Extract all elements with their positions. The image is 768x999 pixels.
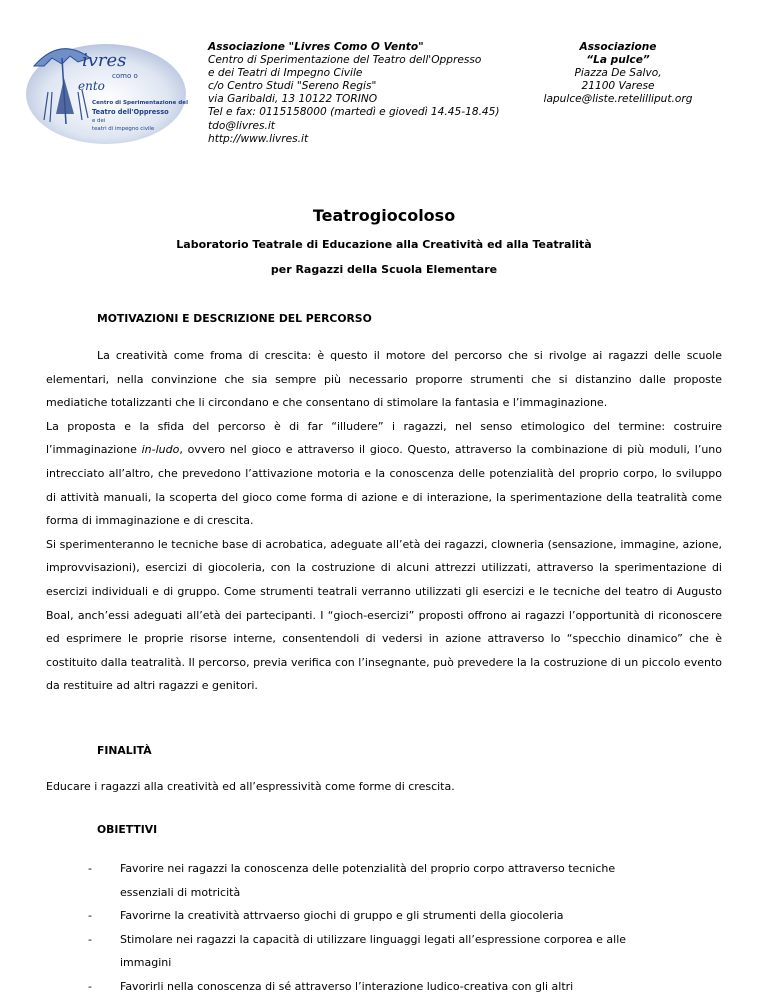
svg-text:ivres: ivres <box>82 50 127 71</box>
list-item: - Favorirne la creatività attrvaerso giochi di gruppo e gli strumenti della giocoleria <box>88 909 564 923</box>
header-left-address <box>208 41 528 146</box>
subtitle: per Ragazzi della Scuola Elementare <box>270 263 498 276</box>
section-heading: FINALITÀ <box>97 744 152 757</box>
document-title: Teatrogiocoloso <box>312 206 456 225</box>
svg-text:e dei: e dei <box>92 118 106 124</box>
section-heading: MOTIVAZIONI E DESCRIZIONE DEL PERCORSO <box>97 312 372 325</box>
text-run: , ovvero nel gioco e attraverso il gioco. Questo, attraverso la combinazione di più moduli, l’uno intrecciato all’altro, che prevedono l’attivazione motoria e la conoscenza delle potenzialità del proprio corpo, lo sviluppo di attività manuali, la scoperta del gioco come forma di azione e di interazione, la sperimentazione della teatralità come forma di immaginazione e di crescita. <box>46 443 723 528</box>
svg-text:como o: como o <box>112 72 138 80</box>
org-name: Associazione "Livres Como O Vento" <box>208 41 424 53</box>
text-run: La proposta e la sfida del percorso è di far “illudere” i ragazzi, nel senso etimologico del termine: costruire l’immaginazione <box>46 419 722 457</box>
header-right-address <box>538 41 698 106</box>
phone-line: Tel e fax: 0115158000 (martedì e giovedì 14.45-18.45) <box>208 106 500 119</box>
paragraph <box>46 415 722 533</box>
assoc-name: “La pulce” <box>586 54 650 67</box>
website-link[interactable]: http://www.livres.it <box>208 132 309 145</box>
list-item-text: Favorirli nella conoscenza di sé attraverso l’interazione ludico-creativa con gli altri <box>120 979 574 993</box>
address-line: Centro di Sperimentazione del Teatro dell'Oppresso <box>208 54 482 67</box>
email-link[interactable]: lapulce@liste.retelilliput.org <box>543 93 693 106</box>
assoc-label: Associazione <box>579 41 657 53</box>
paragraph: Si sperimenteranno le tecniche base di acrobatica, adeguate all’età dei ragazzi, clowneria (sensazione, immagine, azione, improvvisazioni), esercizi di giocoleria, con la costruzione di alcuni attrezzi utilizzati, attraverso la sperimentazione di esercizi individuali e di gruppo. Come strumenti teatrali verranno utilizzati gli esercizi e le tecniche del teatro di Augusto Boal, anch’essi adeguati all’età dei partecipanti. I “gioch-esercizi” proposti offrono ai ragazzi l’opportunità di riconoscere ed esprimere le proprie risorse interne, consentendoli di vedersi in azione attraverso lo “specchio dinamico” che è costituito dalla teatralità. Il percorso, previa verifica con l’insegnante, può prevedere la la costruzione di un piccolo evento da restituire ad altri ragazzi e genitori. <box>46 537 722 693</box>
address-line: Piazza De Salvo, <box>574 67 662 80</box>
paragraph: Educare i ragazzi alla creatività ed all’espressività come forme di crescita. <box>46 780 455 793</box>
address-line: c/o Centro Studi "Sereno Regis" <box>208 80 377 93</box>
list-item: - Stimolare nei ragazzi la capacità di utilizzare linguaggi legati all’espressione corporea e alle immagini <box>88 932 627 970</box>
paragraph: La creatività come froma di crescita: è questo il motore del percorso che si rivolge ai ragazzi delle scuole elementari, nella convinzione che sia sempre più necessario proporre strumenti che si distanzino dalle proposte mediatiche totalizzanti che li circondano e che consentano di stimolare la fantasia e l’immaginazione. <box>46 349 722 410</box>
section-heading: OBIETTIVI <box>97 823 158 836</box>
list-item: - Favorire nei ragazzi la conoscenza delle potenzialità del proprio corpo attraverso tecniche essenziali di motricità <box>88 862 616 899</box>
address-line: e dei Teatri di Impegno Civile <box>208 67 363 80</box>
email-link[interactable]: tdo@livres.it <box>208 119 275 132</box>
emphasis-text: in-ludo <box>141 443 180 457</box>
objectives-list <box>88 857 668 999</box>
svg-text:ento: ento <box>78 79 105 93</box>
svg-text:Centro di Sperimentazione del: Centro di Sperimentazione del <box>92 100 188 106</box>
svg-text:Teatro dell'Oppresso: Teatro dell'Oppresso <box>92 108 169 116</box>
section-body <box>46 344 722 698</box>
address-line: via Garibaldi, 13 10122 TORINO <box>208 93 378 106</box>
address-line: 21100 Varese <box>581 80 655 93</box>
svg-text:teatri di impegno civile: teatri di impegno civile <box>92 126 155 132</box>
subtitle: Laboratorio Teatrale di Educazione alla Creatività ed alla Teatralità <box>176 238 592 251</box>
list-item-text: Stimolare nei ragazzi la capacità di utilizzare linguaggi legati all’espressione corporea e alle immagini <box>120 932 627 970</box>
list-item-text: Favorirne la creatività attrvaerso giochi di gruppo e gli strumenti della giocoleria <box>120 909 564 923</box>
livres-logo <box>20 36 188 146</box>
list-item-text: Favorire nei ragazzi la conoscenza delle potenzialità del proprio corpo attraverso tecniche essenziali di motricità <box>120 862 616 899</box>
list-item: - Favorirli nella conoscenza di sé attraverso l’interazione ludico-creativa con gli altri <box>88 979 574 993</box>
